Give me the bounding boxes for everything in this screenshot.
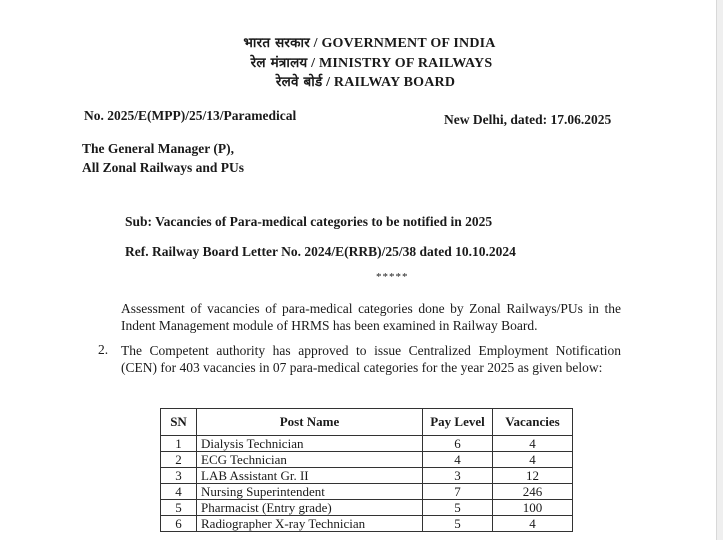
addressee-line-2: All Zonal Railways and PUs	[82, 160, 245, 175]
cell-sn: 5	[161, 500, 197, 516]
header-government-english: / GOVERNMENT OF INDIA	[309, 36, 496, 51]
cell-vacancies: 246	[493, 484, 573, 500]
header-ministry-hindi: रेल मंत्रालय	[250, 55, 308, 71]
subject-line: Sub: Vacancies of Para-medical categories to be notified in 2025	[125, 214, 493, 229]
table-row	[161, 436, 573, 452]
header-pay-level: Pay Level	[423, 409, 493, 436]
cell-sn: 4	[161, 484, 197, 500]
table-row	[161, 500, 573, 516]
vacancy-table	[160, 408, 573, 532]
paragraph-2: The Competent authority has approved to issue Centralized Employment Notification (CEN) for 403 vacancies in 07 para-medical categories for the year 2025 as given below:	[121, 343, 621, 375]
cell-vacancies: 100	[493, 500, 573, 516]
table-row	[161, 452, 573, 468]
cell-vacancies: 4	[493, 436, 573, 452]
header-government	[8, 33, 723, 52]
paragraph-1: Assessment of vacancies of para-medical categories done by Zonal Railways/PUs in the Indent Management module of HRMS has been examined in Railway Board.	[121, 301, 621, 333]
cell-post: Radiographer X-ray Technician	[197, 516, 423, 532]
table-row	[161, 516, 573, 532]
cell-post: LAB Assistant Gr. II	[197, 468, 423, 484]
separator: *****	[376, 271, 409, 283]
header-vacancies: Vacancies	[493, 409, 573, 436]
cell-vacancies: 4	[493, 516, 573, 532]
cell-pay: 5	[423, 500, 493, 516]
cell-post: Nursing Superintendent	[197, 484, 423, 500]
cell-sn: 6	[161, 516, 197, 532]
cell-post: Dialysis Technician	[197, 436, 423, 452]
cell-sn: 1	[161, 436, 197, 452]
cell-pay: 3	[423, 468, 493, 484]
cell-pay: 6	[423, 436, 493, 452]
table-row	[161, 468, 573, 484]
cell-post: ECG Technician	[197, 452, 423, 468]
header-ministry-english: / MINISTRY OF RAILWAYS	[307, 56, 493, 71]
table-row	[161, 484, 573, 500]
letter-date: New Delhi, dated: 17.06.2025	[444, 112, 612, 127]
header-sn: SN	[161, 409, 197, 436]
header-post-name: Post Name	[197, 409, 423, 436]
reference-line: Ref. Railway Board Letter No. 2024/E(RRB)/25/38 dated 10.10.2024	[125, 244, 516, 259]
table-header-row	[161, 409, 573, 436]
header-board-hindi: रेलवे बोर्ड	[275, 74, 323, 90]
cell-vacancies: 12	[493, 468, 573, 484]
cell-vacancies: 4	[493, 452, 573, 468]
cell-post: Pharmacist (Entry grade)	[197, 500, 423, 516]
header-board	[4, 72, 723, 91]
header-ministry	[10, 53, 723, 72]
header-government-hindi: भारत सरकार	[243, 35, 310, 51]
cell-pay: 4	[423, 452, 493, 468]
header-board-english: / RAILWAY BOARD	[322, 75, 456, 90]
cell-sn: 3	[161, 468, 197, 484]
letter-number: No. 2025/E(MPP)/25/13/Paramedical	[84, 108, 297, 123]
cell-sn: 2	[161, 452, 197, 468]
paragraph-2-number: 2.	[98, 342, 109, 357]
cell-pay: 7	[423, 484, 493, 500]
addressee-line-1: The General Manager (P),	[82, 141, 234, 156]
cell-pay: 5	[423, 516, 493, 532]
